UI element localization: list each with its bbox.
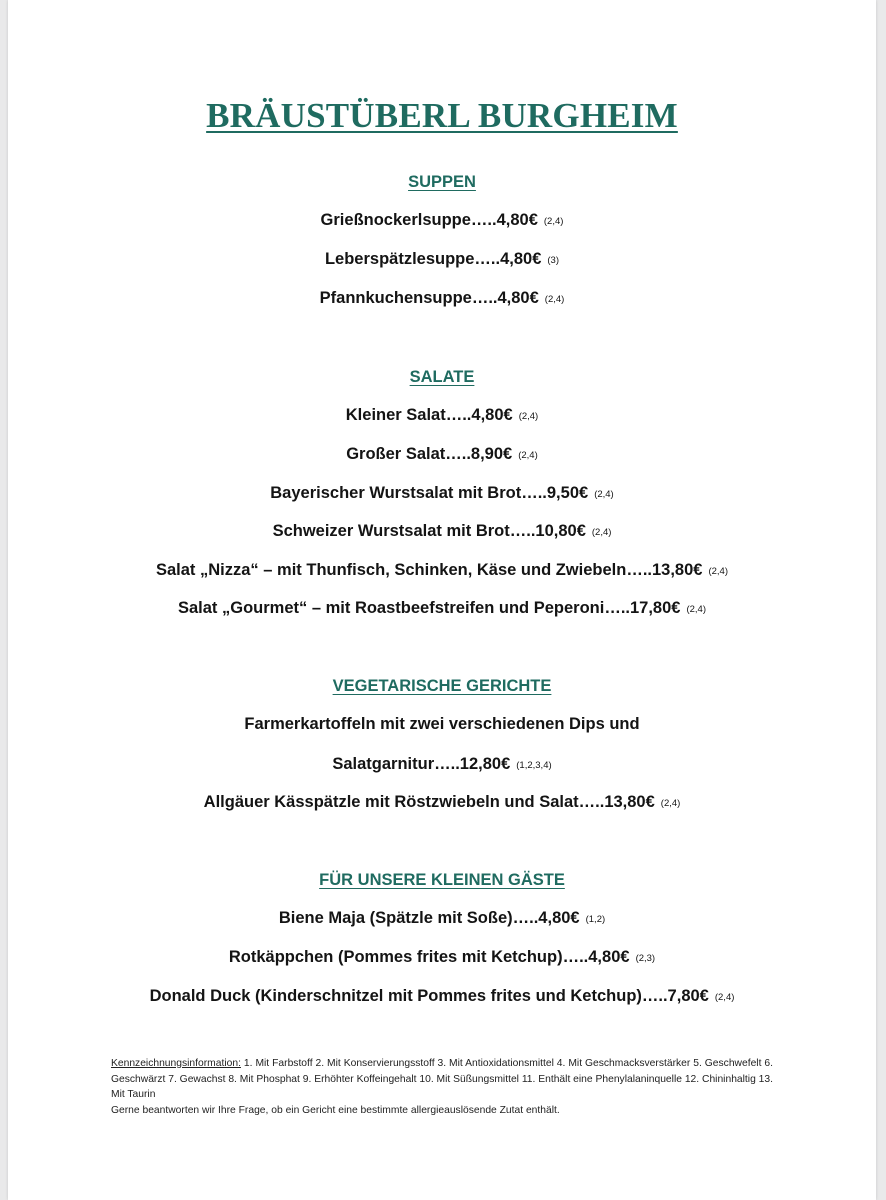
allergen-code: (2,4): [543, 216, 564, 227]
allergen-code: (2,4): [518, 450, 538, 461]
allergen-code: (2,4): [686, 604, 706, 615]
menu-item: Großer Salat…..8,90€ (2,4): [346, 445, 538, 463]
section-heading-kleine-gaeste: FÜR UNSERE KLEINEN GÄSTE: [319, 871, 565, 889]
section-heading-vegetarische-gerichte: VEGETARISCHE GERICHTE: [332, 677, 552, 695]
menu-item: Leberspätzlesuppe…..4,80€ (3): [324, 250, 560, 268]
legend-note: Gerne beantworten wir Ihre Frage, ob ein Gericht eine bestimmte allergieauslösende Zutat enthält.: [111, 1104, 560, 1116]
menu-item: Salat „Gourmet“ – mit Roastbeefstreifen und Peperoni…..17,80€ (2,4): [177, 599, 706, 617]
allergen-code: (2,3): [635, 953, 656, 964]
menu-item: Rotkäppchen (Pommes frites mit Ketchup)…..4,80€ (2,3): [228, 948, 656, 966]
section-heading-salate: SALATE: [409, 368, 475, 386]
menu-item: Grießnockerlsuppe…..4,80€ (2,4): [320, 211, 564, 229]
allergen-code: (3): [547, 255, 560, 266]
menu-page: [8, 0, 876, 1200]
menu-item: Farmerkartoffeln mit zwei verschiedenen Dips und: [244, 715, 640, 733]
menu-item: Schweizer Wurstsalat mit Brot…..10,80€ (2,4): [272, 522, 612, 540]
menu-item: Salat „Nizza“ – mit Thunfisch, Schinken, Käse und Zwiebeln…..13,80€ (2,4): [155, 561, 729, 579]
allergen-code: (2,4): [544, 294, 565, 305]
allergen-code: (2,4): [594, 489, 614, 500]
menu-item: Bayerischer Wurstsalat mit Brot…..9,50€ (2,4): [270, 484, 614, 502]
allergen-code: (1,2): [585, 914, 606, 925]
allergen-code: (1,2,3,4): [516, 760, 552, 771]
menu-item: Salatgarnitur…..12,80€ (1,2,3,4): [332, 755, 552, 773]
menu-item: Allgäuer Kässpätzle mit Röstzwiebeln und Salat…..13,80€ (2,4): [203, 793, 681, 811]
allergen-code: (2,4): [660, 798, 681, 809]
menu-item: Donald Duck (Kinderschnitzel mit Pommes frites und Ketchup)…..7,80€ (2,4): [149, 987, 735, 1005]
allergen-code: (2,4): [714, 992, 735, 1003]
restaurant-title: BRÄUSTÜBERL BURGHEIM: [206, 96, 678, 135]
legend-label: Kennzeichnungsinformation:: [111, 1058, 241, 1069]
menu-item: Kleiner Salat…..4,80€ (2,4): [345, 406, 539, 424]
menu-item: Pfannkuchensuppe…..4,80€ (2,4): [319, 289, 565, 307]
menu-item: Biene Maja (Spätzle mit Soße)…..4,80€ (1,2): [278, 909, 606, 927]
allergen-code: (2,4): [591, 527, 612, 538]
legend-text: 1. Mit Farbstoff 2. Mit Konservierungsstoff 3. Mit Antioxidationsmittel 4. Mit Geschmacksverstärker 5. Geschwefelt 6. Geschwärzt 7. Gewachst 8. Mit Phosphat 9. Erhöhter Koffeingehalt 10. Mit Süßungsmittel 11. Enthält eine Phenylalaninquelle 12. Chininhaltig 13. Mit Taurin: [111, 1058, 773, 1100]
allergen-code: (2,4): [708, 566, 729, 577]
section-heading-suppen: SUPPEN: [408, 173, 476, 191]
allergen-legend: [111, 1056, 773, 1118]
allergen-code: (2,4): [518, 411, 539, 422]
